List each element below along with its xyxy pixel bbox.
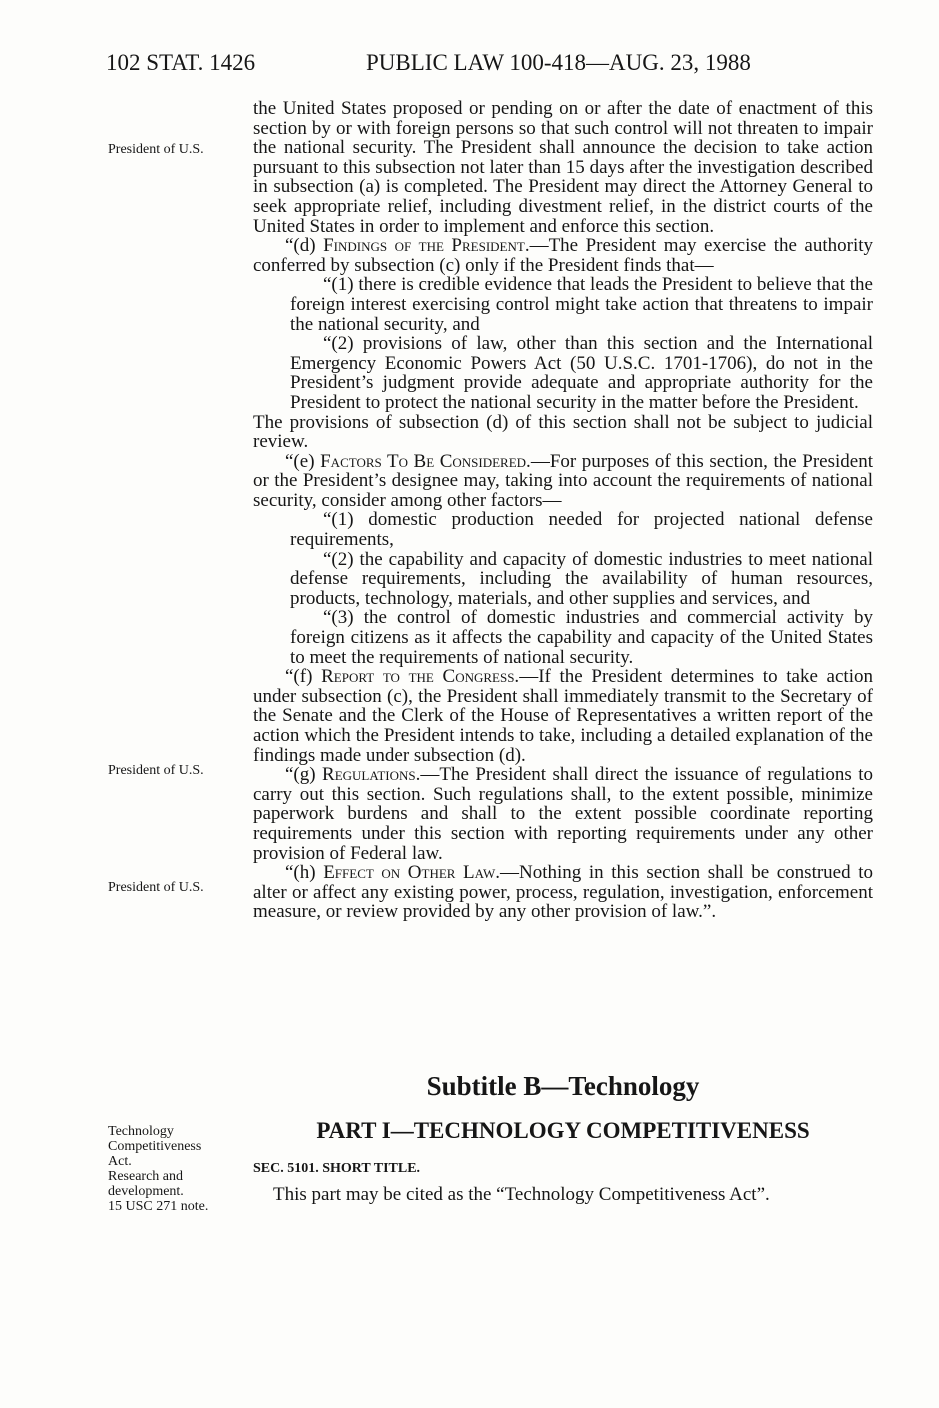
paragraph-continuation: the United States proposed or pending on or after the date of enactment of this section by or with foreign persons so that such control will not threaten to impair the national security. The President shall announce the decision to take action pursuant to this subsection not later than 15 days after the investigation described in subsection (a) is completed. The President may direct the Attorney General to seek appropriate relief, including divestment relief, in the district courts of the United States in order to implement and enforce this section.: [253, 98, 873, 237]
subsection-label: “(e): [285, 450, 321, 472]
subsection-heading: Findings of the President.: [323, 235, 530, 257]
margin-note: President of U.S.: [108, 142, 204, 157]
clause-e3: “(3) the control of domestic industries and commercial activity by foreign citizens as it affects the capability and capacity of the United States to meet the requirements of national security.: [290, 607, 873, 668]
margin-note-line: Research and: [108, 1169, 184, 1184]
part-heading: PART I—TECHNOLOGY COMPETITIVENESS: [316, 1118, 810, 1143]
law-header: PUBLIC LAW 100-418—AUG. 23, 1988: [366, 50, 751, 75]
subsection-heading: Effect on Other Law.: [323, 862, 501, 884]
margin-note-line: 15 USC 271 note.: [108, 1199, 209, 1214]
clause-d1: “(1) there is credible evidence that leads the President to believe that the foreign interest exercising control might take action that threatens to impair the national security, and: [290, 274, 873, 335]
subsection-label: “(f): [285, 666, 322, 688]
margin-note: President of U.S.: [108, 763, 204, 778]
margin-note-line: Act.: [108, 1154, 132, 1169]
margin-note: President of U.S.: [108, 880, 204, 895]
subsection-text: —For purposes of this section, the President or the President’s designee may, taking into account the requirements of national security, consider among other factors—: [253, 450, 873, 511]
subsection-h: [253, 863, 873, 922]
subsection-g: [253, 765, 873, 863]
clause-d2: “(2) provisions of law, other than this section and the International Emergency Economic Powers Act (50 U.S.C. 1701-1706), do not in the President’s judgment provide adequate and appropriate authority for the President to protect the national security in the matter before the President.: [290, 333, 873, 413]
subsection-label: “(d): [285, 235, 324, 257]
review-note: The provisions of subsection (d) of this section shall not be subject to judicial review.: [253, 411, 873, 453]
subsection-text: —If the President determines to take action under subsection (c), the President shall immediately transmit to the Secretary of the Senate and the Clerk of the House of Representatives a written report of the action which the President intends to take, including a detailed explanation of the findings made under subsection (d).: [253, 666, 873, 766]
subsection-d: [253, 236, 873, 275]
subsection-text: —The President may exercise the authority conferred by subsection (c) only if the President finds that—: [253, 235, 873, 276]
section-text: This part may be cited as the “Technology Competitiveness Act”.: [273, 1184, 770, 1205]
clause-e1: “(1) domestic production needed for projected national defense requirements,: [290, 509, 873, 551]
subsection-heading: Report to the Congress.: [321, 666, 520, 688]
subsection-heading: Regulations.: [322, 764, 421, 786]
statute-body: [253, 99, 873, 922]
page-number: 102 STAT. 1426: [106, 50, 256, 75]
clause-e2: “(2) the capability and capacity of domestic industries to meet national defense requirements, including the availability of human resources, products, technology, materials, and other supplies and services, and: [290, 548, 873, 609]
margin-note-line: Technology: [108, 1124, 174, 1139]
margin-note-line: development.: [108, 1184, 184, 1199]
subsection-heading: Factors To Be Considered.: [320, 450, 531, 472]
subsection-label: “(g): [285, 764, 323, 786]
subsection-text: —Nothing in this section shall be construed to alter or affect any existing power, process, regulation, investigation, enforcement measure, or review provided by any other provision of law.”.: [253, 862, 873, 923]
subsection-text: —The President shall direct the issuance of regulations to carry out this section. Such regulations shall, to the extent possible, minimize paperwork burdens and shall to the extent possible coordinate reporting requirements under this section with reporting requirements under any other provision of Federal law.: [253, 764, 873, 864]
subtitle-heading: Subtitle B—Technology: [426, 1071, 700, 1101]
margin-note-technology-act: [108, 1124, 248, 1214]
subsection-label: “(h): [285, 862, 324, 884]
margin-note-line: Competitiveness: [108, 1139, 202, 1154]
section-heading: SEC. 5101. SHORT TITLE.: [253, 1161, 421, 1176]
subsection-f: [253, 667, 873, 765]
subsection-e: [253, 452, 873, 511]
